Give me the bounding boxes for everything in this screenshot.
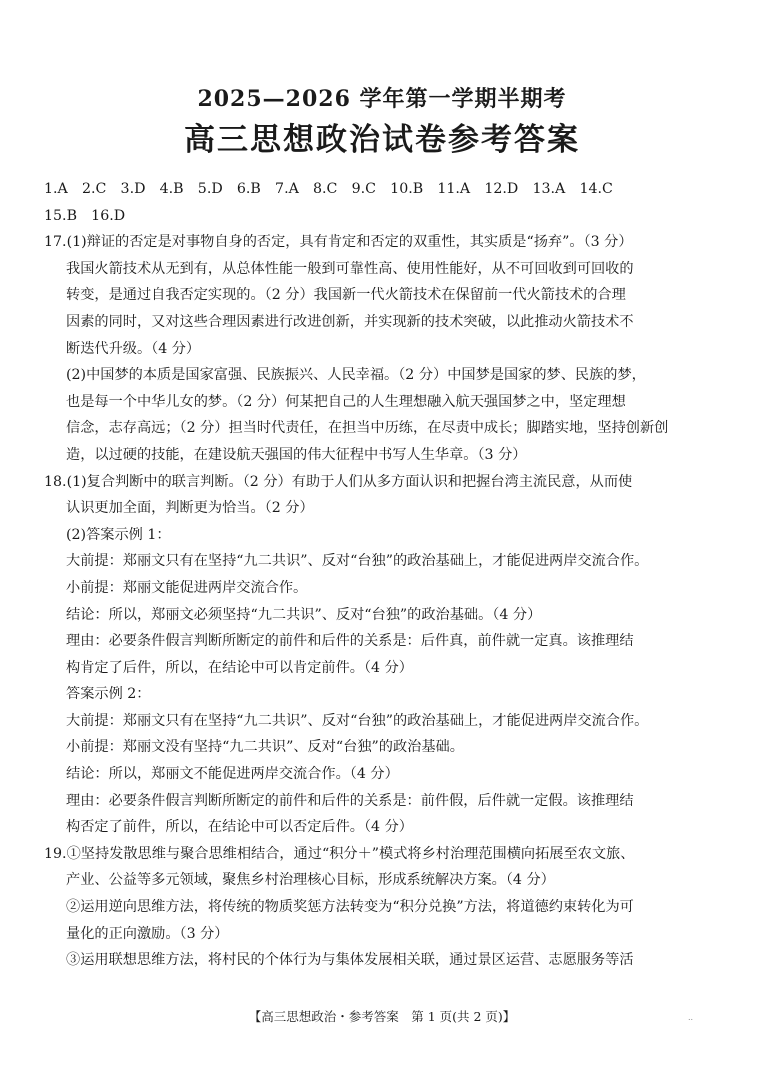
answer-content bbox=[44, 176, 724, 974]
q19-text: ②运用逆向思维方法，将传统的物质奖惩方法转变为“积分兑换”方法，将道德约束转化为可 bbox=[66, 899, 634, 916]
q17-text: 转变，是通过自我否定实现的。（2 分）我国新一代火箭技术在保留前一代火箭技术的合理 bbox=[66, 287, 626, 304]
q18-text: 构否定了前件，所以，在结论中可以否定后件。（4 分） bbox=[66, 819, 413, 836]
q18-text: 结论：所以，郑丽文不能促进两岸交流合作。（4 分） bbox=[66, 766, 399, 783]
q17-text: 造，以过硬的技能，在建设航天强国的伟大征程中书写人生华章。（3 分） bbox=[66, 446, 527, 463]
q19-text: 量化的正向激励。（3 分） bbox=[66, 925, 229, 942]
q19-text: 产业、公益等多元领域，聚焦乡村治理核心目标，形成系统解决方案。（4 分） bbox=[66, 872, 555, 889]
answer-key-title: 高三思想政治试卷参考答案 bbox=[184, 122, 580, 158]
q19-text: ③运用联想思维方法，将村民的个体行为与集体发展相关联，通过景区运营、志愿服务等活 bbox=[66, 952, 634, 969]
q17-text: 信念，志存高远；（2 分）担当时代责任，在担当中历练，在尽责中成长；脚踏实地，坚持创新创 bbox=[66, 420, 669, 437]
page-footer: 【高三思想政治・参考答案 第 1 页(共 2 页)】 bbox=[248, 1009, 516, 1024]
q19-text: 19.①坚持发散思维与聚合思维相结合，通过“积分＋”模式将乡村治理范围横向拓展至农文旅、 bbox=[44, 845, 635, 862]
q17-text: 也是每一个中华儿女的梦。（2 分）何某把自己的人生理想融入航天强国梦之中，坚定理想 bbox=[66, 393, 626, 410]
q18-text: 大前提：郑丽文只有在坚持“九二共识”、反对“台独”的政治基础上，才能促进两岸交流合作。 bbox=[66, 712, 649, 729]
q17-text: 因素的同时，又对这些合理因素进行改进创新，并实现新的技术突破，以此推动火箭技术不 bbox=[66, 313, 634, 330]
q18-text: 答案示例 2： bbox=[66, 686, 151, 703]
q18-text: 结论：所以，郑丽文必须坚持“九二共识”、反对“台独”的政治基础。（4 分） bbox=[66, 606, 542, 623]
q18-text: 理由：必要条件假言判断所断定的前件和后件的关系是：前件假，后件就一定假。该推理结 bbox=[66, 792, 634, 809]
q18-text: 小前提：郑丽文能促进两岸交流合作。 bbox=[66, 579, 308, 596]
q18-text: 构肯定了后件，所以，在结论中可以肯定前件。（4 分） bbox=[66, 659, 413, 676]
q18-text: 18.(1)复合判断中的联言判断。（2 分）有助于人们从多方面认识和把握台湾主流民意，从而使 bbox=[44, 473, 633, 490]
q17-text: 断迭代升级。（4 分） bbox=[66, 340, 201, 357]
q17-text: 我国火箭技术从无到有，从总体性能一般到可靠性高、使用性能好，从不可回收到可回收的 bbox=[66, 260, 634, 277]
q18-text: (2)答案示例 1： bbox=[66, 526, 171, 543]
q17-text: (2)中国梦的本质是国家富强、民族振兴、人民幸福。（2 分）中国梦是国家的梦、民族的梦， bbox=[66, 367, 646, 384]
corner-mark: .. bbox=[688, 1013, 694, 1022]
exam-term-title: 2025—2026 学年第一学期半期考 bbox=[197, 86, 567, 112]
q18-text: 理由：必要条件假言判断所断定的前件和后件的关系是：后件真，前件就一定真。该推理结 bbox=[66, 633, 634, 650]
q18-text: 小前提：郑丽文没有坚持“九二共识”、反对“台独”的政治基础。 bbox=[66, 739, 464, 756]
q17-text: 17.(1)辩证的否定是对事物自身的否定，具有肯定和否定的双重性，其实质是“扬弃”。（3 分） bbox=[44, 234, 633, 251]
mc-answers-line-2: 15.B 16.D bbox=[44, 207, 126, 224]
q18-text: 大前提：郑丽文只有在坚持“九二共识”、反对“台独”的政治基础上，才能促进两岸交流合作。 bbox=[66, 553, 649, 570]
mc-answers-line-1: 1.A 2.C 3.D 4.B 5.D 6.B 7.A 8.C 9.C 10.B 11.A 12.D 13.A 14.C bbox=[44, 181, 613, 197]
q18-text: 认识更加全面，判断更为恰当。（2 分） bbox=[66, 500, 314, 517]
